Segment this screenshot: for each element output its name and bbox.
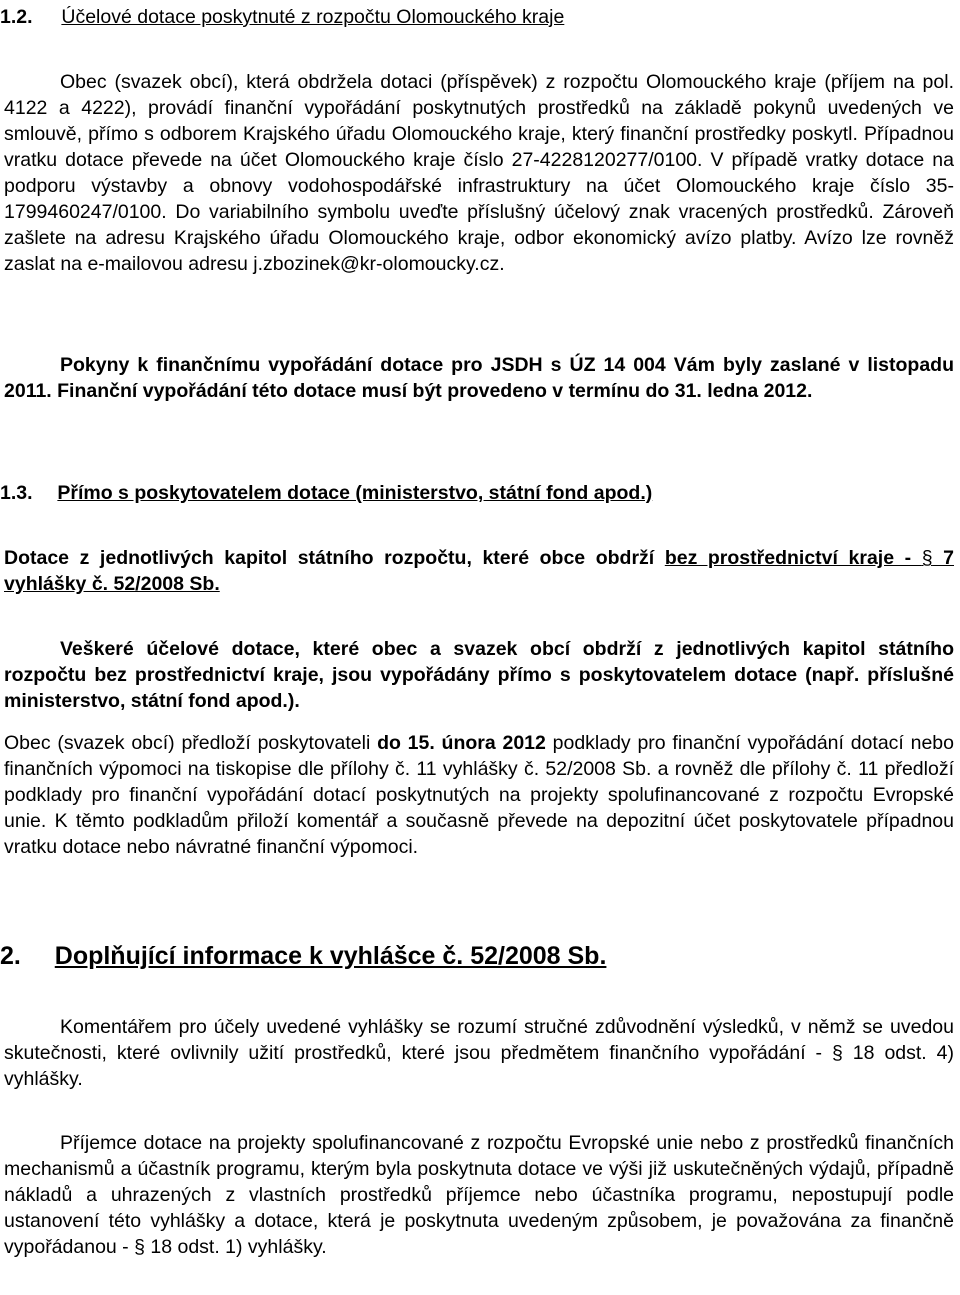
- subtitle-part-3: 7 vyhlášky č. 52/2008 Sb.: [4, 547, 954, 595]
- section-1-3-number: 1.3.: [0, 482, 33, 504]
- section-1-2-number: 1.2.: [0, 6, 33, 28]
- subtitle-part-2: bez prostřednictví kraje -: [664, 547, 922, 569]
- subtitle-part-1: Dotace z jednotlivých kapitol státního rozpočtu, které obce obdrží: [4, 547, 665, 569]
- section-1-3-paragraph: [4, 730, 954, 860]
- section-1-3-title: Přímo s poskytovatelem dotace (ministerstvo, státní fond apod.): [57, 482, 653, 504]
- paragraph-1-part-2: 18 odst. 4) vyhlášky.: [4, 1042, 954, 1090]
- section-2-title: Doplňující informace k vyhlášce č. 52/2008 Sb.: [54, 942, 607, 970]
- paragraph-sign: §: [134, 1236, 145, 1258]
- paragraph-deadline: do 15. února 2012: [377, 732, 546, 754]
- paragraph-1-part-1: Komentářem pro účely uvedené vyhlášky se rozumí stručné zdůvodnění výsledků, v němž se uvedou skutečnosti, které ovlivnily užití prostředků, které jsou předmětem finančního vypořádání -: [4, 1016, 954, 1064]
- paragraph-sign: §: [921, 547, 933, 569]
- section-2-paragraph-2: [4, 1130, 954, 1260]
- paragraph-part-1: Obec (svazek obcí) předloží poskytovateli: [4, 732, 378, 754]
- section-1-3-subtitle: [4, 545, 954, 597]
- section-1-2-heading: [0, 4, 564, 30]
- paragraph-part-2: podklady pro finanční vypořádání dotací nebo finančních výpomoci na tiskopise dle přílohy č. 11 vyhlášky č. 52/2008 Sb. a rovněž dle přílohy č. 11 předloží podklady pro finanční vypořádání dotací poskytnutých na projekty spolufinancované z rozpočtu Evropské unie. K těmto podkladům přiloží komentář a současně převede na depozitní účet poskytovatele případnou vratku dotace nebo návratné finanční výpomoci.: [4, 732, 954, 858]
- section-1-3-heading: [0, 480, 652, 506]
- paragraph-2-part-1: Příjemce dotace na projekty spolufinancované z rozpočtu Evropské unie nebo z prostředků finančních mechanismů a účastník programu, kterým byla poskytnuta dotace ve výši již uskutečněných výdajů, případně nákladů a uhrazených z vlastních prostředků příjemce nebo účastníka programu, nepostupují podle ustanovení této vyhlášky a dotace, která je poskytnuta uvedeným způsobem, je považována za finančně vypořádanou -: [4, 1132, 954, 1258]
- paragraph-sign: §: [832, 1042, 843, 1064]
- section-1-3-bold-paragraph: Veškeré účelové dotace, které obec a svazek obcí obdrží z jednotlivých kapitol státního rozpočtu bez prostřednictví kraje, jsou vypořádány přímo s poskytovatelem dotace (např. příslušné ministerstvo, státní fond apod.).: [4, 638, 954, 712]
- section-1-2-paragraph: Obec (svazek obcí), která obdržela dotaci (příspěvek) z rozpočtu Olomouckého kraje (příjem na pol. 4122 a 4222), provádí finanční vypořádání poskytnutých prostředků na základě pokynů uvedených ve smlouvě, přímo s odborem Krajského úřadu Olomouckého kraje, který finanční prostředky poskytl. Případnou vratku dotace převede na účet Olomouckého kraje číslo 27-4228120277/0100. V případě vratky dotace na podporu výstavby a obnovy vodohospodářské infrastruktury na účet Olomouckého kraje číslo 35-1799460247/0100. Do variabilního symbolu uveďte příslušný účelový znak vracených prostředků. Zároveň zašlete na adresu Krajského úřadu Olomouckého kraje, odbor ekonomický avízo platby. Avízo lze rovněž zaslat na e-mailovou adresu j.zbozinek@kr-olomoucky.cz.: [4, 71, 954, 275]
- paragraph-2-part-2: 18 odst. 1) vyhlášky.: [144, 1236, 327, 1258]
- section-1-2-title: Účelové dotace poskytnuté z rozpočtu Olomouckého kraje: [61, 6, 565, 28]
- section-2-paragraph-1: [4, 1014, 954, 1092]
- section-2-heading: [0, 940, 606, 972]
- section-2-number: 2.: [0, 942, 21, 970]
- section-1-2-bold-note: Pokyny k finančnímu vypořádání dotace pro JSDH s ÚZ 14 004 Vám byly zaslané v listopadu 2011. Finanční vypořádání této dotace musí být provedeno v termínu do 31. ledna 2012.: [4, 354, 954, 402]
